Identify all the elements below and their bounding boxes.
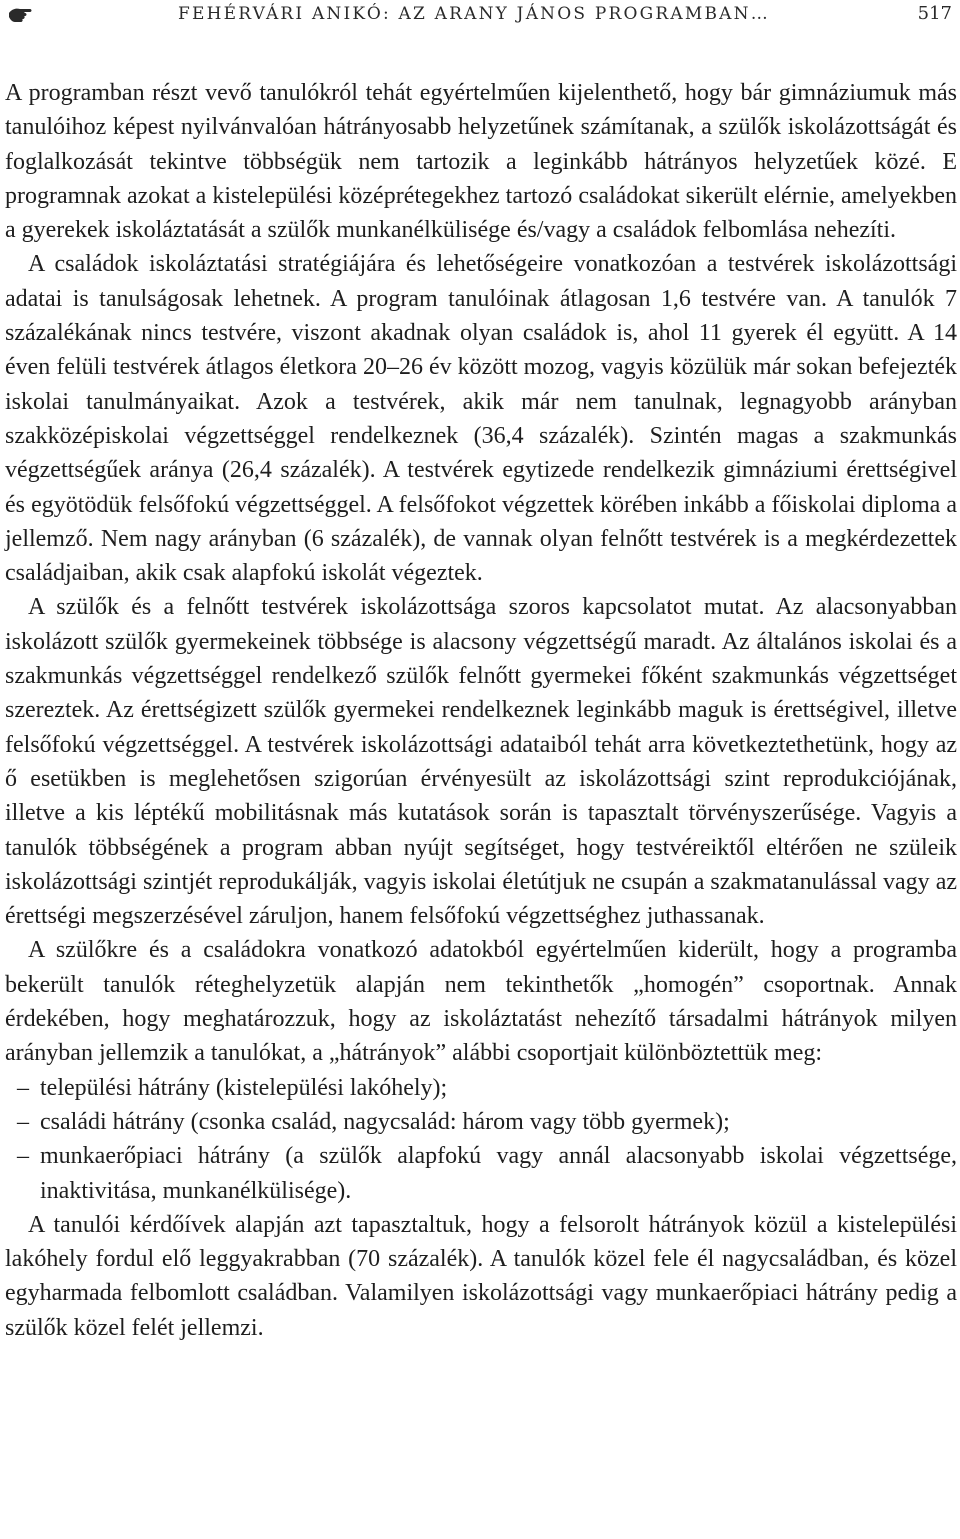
list-item	[5, 1105, 957, 1139]
list-dash: –	[17, 1143, 29, 1170]
paragraph: A családok iskoláztatási stratégiájára és lehetőségeire vonatkozóan a testvérek iskolázottsági adatai is tanulságosak lehetnek. A program tanulóinak átlagosan 1,6 testvére van. A tanulók 7 százalékának nincs testvére, viszont akadnak olyan családok is, ahol 11 gyerek él együtt. A 14 éven felüli testvérek átlagos életkora 20–26 év között mozog, vagyis közülük már sokan befejezték iskolai tanulmányaikat. Azok a testvérek, akik már nem tanulnak, legnagyobb arányban szakközépiskolai végzettséggel rendelkeznek (36,4 százalék). Szintén magas a szakmunkás végzettségűek aránya (26,4 százalék). A testvérek egytizede rendelkezik gimnáziumi érettségivel és egyötödük felsőfokú végzettséggel. A felsőfokot végzettek körében inkább a főiskolai diploma a jellemző. Nem nagy arányban (6 százalék), de vannak olyan felnőtt testvérek is a megkérdezettek családjaiban, akik csak alapfokú iskolát végeztek.	[5, 251, 957, 587]
list-item-text: munkaerőpiaci hátrány (a szülők alapfokú vagy annál alacsonyabb iskolai végzettsége, inaktivitása, munkanélkülisége).	[40, 1143, 957, 1204]
paragraph: A programban részt vevő tanulókról tehát egyértelműen kijelenthető, hogy bár gimnáziumuk más tanulóihoz képest nyilvánvalóan hátrányosabb helyzetűnek számítanak, a szülők iskolázottságát és foglalkozását tekintve többségük nem tartozik a leginkább hátrányos helyzetűek közé. E programnak azokat a kistelepülési középrétegekhez tartozó családokat sikerült elérnie, amelyekben a gyerekek iskoláztatását a szülők munkanélkülisége és/vagy a családok felbomlása nehezíti.	[5, 80, 957, 244]
list-item	[5, 1071, 957, 1105]
page-number: 517	[917, 3, 952, 24]
list-dash: –	[17, 1074, 29, 1101]
body-text	[5, 76, 957, 1345]
list-dash: –	[17, 1108, 29, 1135]
paragraph: A szülőkre és a családokra vonatkozó adatokból egyértelműen kiderült, hogy a programba bekerült tanulók réteghelyzetük alapján nem tekinthetők „homogén” csoportnak. Annak érdekében, hogy meghatározzuk, hogy az iskoláztatást nehezítő társadalmi hátrányok milyen arányban jellemzik a tanulókat, a „hátrányok” alábbi csoportjait különböztettük meg:	[5, 937, 957, 1067]
hardship-list	[5, 1071, 957, 1208]
paragraph: A szülők és a felnőtt testvérek iskolázottsága szoros kapcsolatot mutat. Az alacsonyabban iskolázott szülők gyermekeinek többsége is alacsony végzettségű maradt. Az általános iskolai és a szakmunkás végzettséggel rendelkező szülők felnőtt gyermekei főként szakmunkás végzettséget szereztek. Az érettségizett szülők gyermekei rendelkeznek leginkább maguk is érettségivel, illetve felsőfokú végzettséggel. A testvérek iskolázottsági adataiból tehát arra következtethetünk, hogy az ő esetükben is meglehetősen szigorúan érvényesült az iskolázottsági szint reprodukciójának, illetve a kis léptékű mobilitásnak más kutatások során is tapasztalt törvényszerűsége. Vagyis a tanulók többségének a program abban nyújt segítséget, hogy testvéreiktől eltérően ne szüleik iskolázottsági szintjét reprodukálják, vagyis iskolai életútjuk ne csupán a szakmatanulással vagy az érettségi megszerzésével záruljon, hanem felsőfokú végzettséghez juthassanak.	[5, 594, 957, 930]
list-item	[5, 1139, 957, 1208]
running-head	[0, 0, 960, 34]
list-item-text: települési hátrány (kistelepülési lakóhely);	[40, 1074, 448, 1101]
paragraph: A tanulói kérdőívek alapján azt tapasztaltuk, hogy a felsorolt hátrányok közül a kistelepülési lakóhely fordul elő leggyakrabban (70 százalék). A tanulók közel fele él nagycsaládban, és közel egyharmada felbomlott családban. Valamilyen iskolázottsági vagy munkaerőpiaci hátrány pedig a szülők közel felét jellemzi.	[5, 1211, 957, 1341]
running-head-title: FEHÉRVÁRI ANIKÓ: AZ ARANY JÁNOS PROGRAMBAN…	[178, 4, 770, 24]
list-item-text: családi hátrány (csonka család, nagycsalád: három vagy több gyermek);	[40, 1108, 730, 1135]
hand-pointer-icon	[8, 4, 34, 24]
